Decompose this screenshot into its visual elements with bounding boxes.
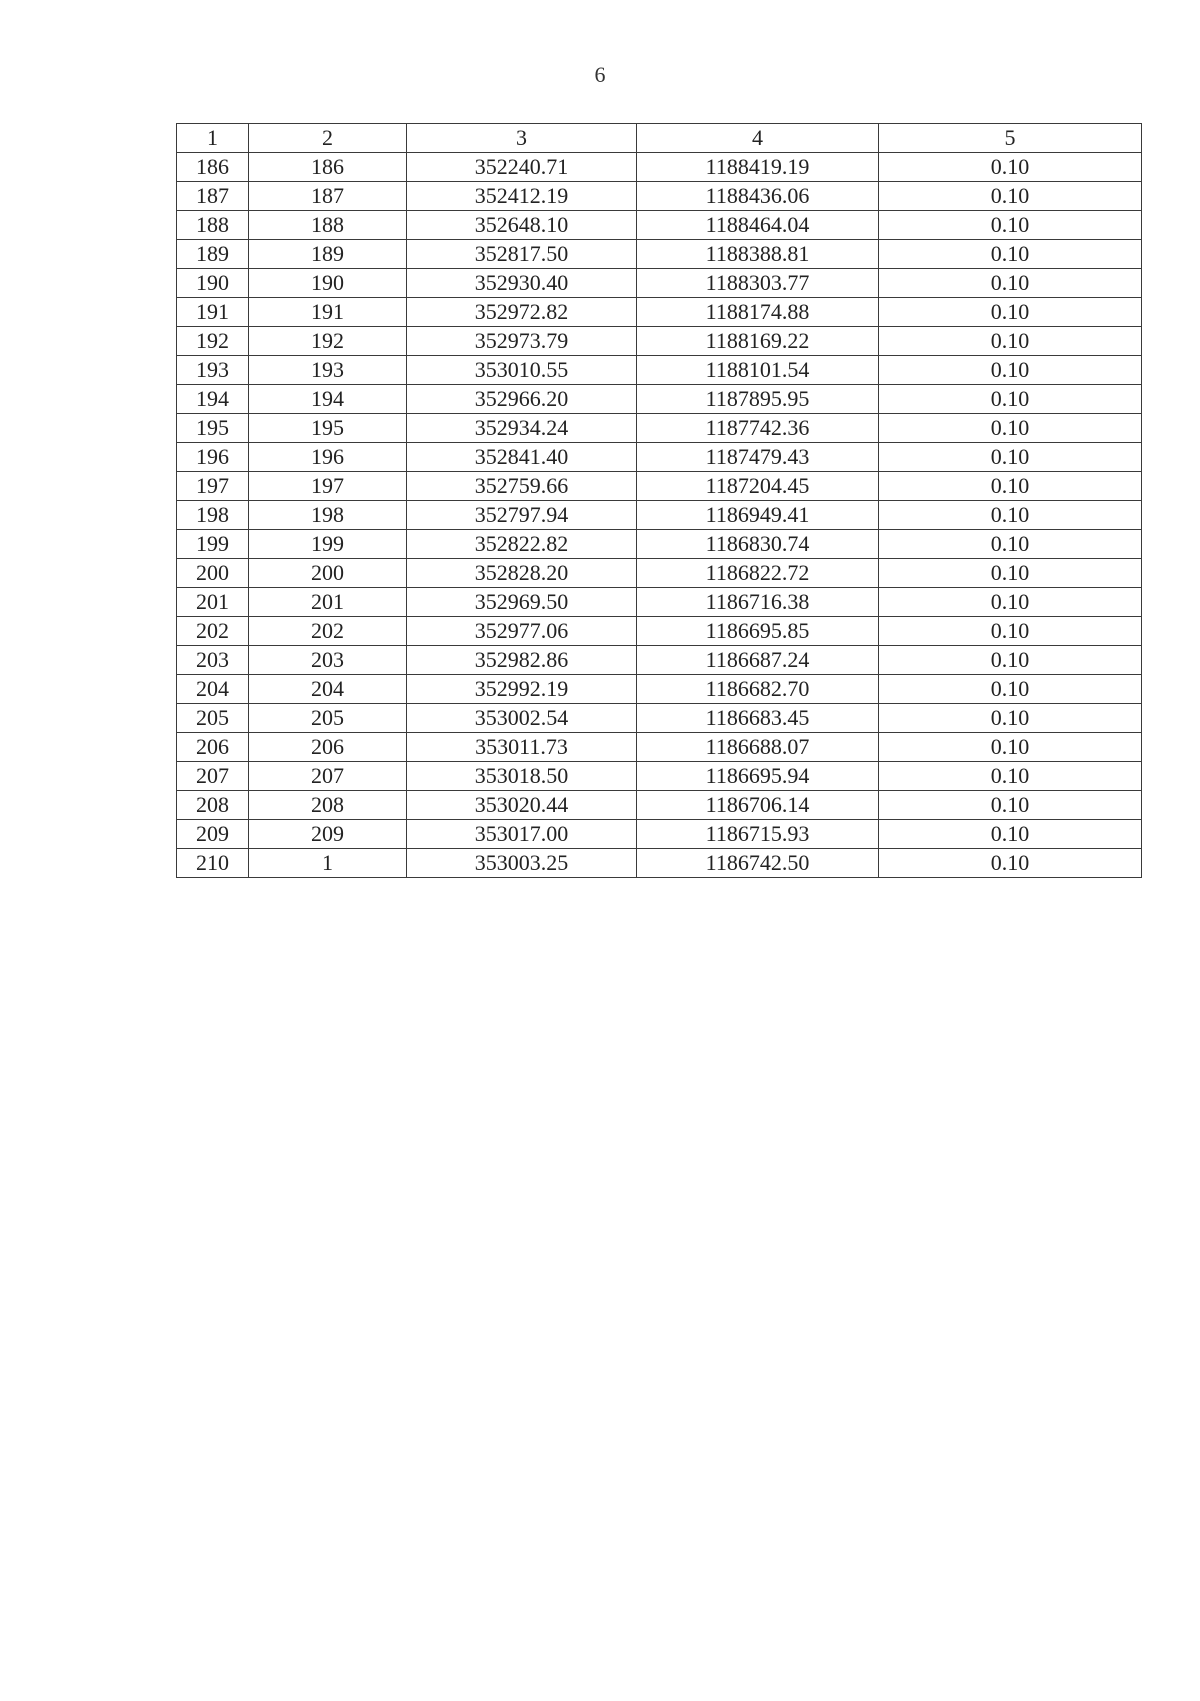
table-cell: 352992.19: [407, 675, 637, 704]
table-cell: 206: [177, 733, 249, 762]
table-cell: 190: [249, 269, 407, 298]
table-cell: 353010.55: [407, 356, 637, 385]
table-cell: 1186822.72: [637, 559, 879, 588]
table-cell: 352797.94: [407, 501, 637, 530]
table-cell: 352969.50: [407, 588, 637, 617]
table-cell: 0.10: [879, 211, 1142, 240]
table-cell: 352966.20: [407, 385, 637, 414]
table-cell: 1186683.45: [637, 704, 879, 733]
table-cell: 187: [177, 182, 249, 211]
table-cell: 1186716.38: [637, 588, 879, 617]
table-row: [177, 240, 1142, 269]
table-cell: 352841.40: [407, 443, 637, 472]
table-cell: 191: [249, 298, 407, 327]
table-cell: 1186688.07: [637, 733, 879, 762]
coordinates-table: [176, 123, 1142, 878]
table-cell: 0.10: [879, 153, 1142, 182]
table-cell: 1186715.93: [637, 820, 879, 849]
table-row: [177, 153, 1142, 182]
table-cell: 0.10: [879, 327, 1142, 356]
table-row: [177, 646, 1142, 675]
table-cell: 1188169.22: [637, 327, 879, 356]
table-cell: 209: [249, 820, 407, 849]
table-cell: 1187204.45: [637, 472, 879, 501]
table-cell: 205: [177, 704, 249, 733]
table-cell: 187: [249, 182, 407, 211]
header-cell: 4: [637, 124, 879, 153]
table-cell: 352972.82: [407, 298, 637, 327]
table-row: [177, 704, 1142, 733]
table-cell: 353017.00: [407, 820, 637, 849]
table-cell: 0.10: [879, 646, 1142, 675]
table-cell: 1188464.04: [637, 211, 879, 240]
table-cell: 209: [177, 820, 249, 849]
table-row: [177, 617, 1142, 646]
table-row: [177, 820, 1142, 849]
header-cell: 5: [879, 124, 1142, 153]
table-cell: 1188303.77: [637, 269, 879, 298]
table-cell: 207: [249, 762, 407, 791]
table-row: [177, 385, 1142, 414]
table-row: [177, 472, 1142, 501]
table-cell: 0.10: [879, 530, 1142, 559]
table-cell: 188: [249, 211, 407, 240]
table-cell: 353003.25: [407, 849, 637, 878]
table-cell: 1186695.94: [637, 762, 879, 791]
table-cell: 208: [249, 791, 407, 820]
table-cell: 201: [249, 588, 407, 617]
table-header-row: [177, 124, 1142, 153]
table-cell: 205: [249, 704, 407, 733]
header-cell: 2: [249, 124, 407, 153]
table-cell: 1187895.95: [637, 385, 879, 414]
table-cell: 197: [177, 472, 249, 501]
table-cell: 1186830.74: [637, 530, 879, 559]
table-cell: 0.10: [879, 762, 1142, 791]
table-row: [177, 269, 1142, 298]
table-cell: 195: [177, 414, 249, 443]
table-cell: 206: [249, 733, 407, 762]
table-row: [177, 530, 1142, 559]
table-cell: 0.10: [879, 704, 1142, 733]
table-cell: 1187479.43: [637, 443, 879, 472]
table-cell: 189: [249, 240, 407, 269]
table-cell: 353020.44: [407, 791, 637, 820]
table-cell: 0.10: [879, 385, 1142, 414]
table-cell: 1186682.70: [637, 675, 879, 704]
table-row: [177, 849, 1142, 878]
table-cell: 352759.66: [407, 472, 637, 501]
table-cell: 0.10: [879, 675, 1142, 704]
table-cell: 186: [249, 153, 407, 182]
table-row: [177, 675, 1142, 704]
table-cell: 0.10: [879, 559, 1142, 588]
table-cell: 352934.24: [407, 414, 637, 443]
table-cell: 352982.86: [407, 646, 637, 675]
header-cell: 1: [177, 124, 249, 153]
table-row: [177, 443, 1142, 472]
table-cell: 352973.79: [407, 327, 637, 356]
table-cell: 1186949.41: [637, 501, 879, 530]
header-cell: 3: [407, 124, 637, 153]
table-cell: 352828.20: [407, 559, 637, 588]
table-cell: 1187742.36: [637, 414, 879, 443]
table-cell: 204: [177, 675, 249, 704]
table-cell: 208: [177, 791, 249, 820]
table-cell: 186: [177, 153, 249, 182]
table-cell: 1188388.81: [637, 240, 879, 269]
table-cell: 0.10: [879, 414, 1142, 443]
table-cell: 0.10: [879, 182, 1142, 211]
table-cell: 0.10: [879, 617, 1142, 646]
table-cell: 1188436.06: [637, 182, 879, 211]
table-cell: 190: [177, 269, 249, 298]
table-cell: 1186706.14: [637, 791, 879, 820]
table-cell: 352412.19: [407, 182, 637, 211]
table-cell: 202: [249, 617, 407, 646]
table-cell: 194: [177, 385, 249, 414]
table-cell: 352240.71: [407, 153, 637, 182]
table-cell: 196: [177, 443, 249, 472]
table-row: [177, 298, 1142, 327]
table-cell: 352817.50: [407, 240, 637, 269]
table-cell: 204: [249, 675, 407, 704]
table-cell: 0.10: [879, 588, 1142, 617]
table-cell: 200: [249, 559, 407, 588]
table-row: [177, 182, 1142, 211]
table-cell: 193: [249, 356, 407, 385]
table-cell: 1188174.88: [637, 298, 879, 327]
table-row: [177, 588, 1142, 617]
table-cell: 199: [177, 530, 249, 559]
table-cell: 189: [177, 240, 249, 269]
table-cell: 1188101.54: [637, 356, 879, 385]
table-cell: 353002.54: [407, 704, 637, 733]
table-cell: 0.10: [879, 501, 1142, 530]
table-cell: 352930.40: [407, 269, 637, 298]
table-cell: 198: [249, 501, 407, 530]
table-cell: 0.10: [879, 791, 1142, 820]
table-cell: 207: [177, 762, 249, 791]
table-cell: 203: [249, 646, 407, 675]
table-cell: 203: [177, 646, 249, 675]
table-body: [177, 124, 1142, 878]
table-cell: 201: [177, 588, 249, 617]
table-cell: 0.10: [879, 849, 1142, 878]
table-cell: 0.10: [879, 443, 1142, 472]
table-cell: 199: [249, 530, 407, 559]
table-cell: 1186687.24: [637, 646, 879, 675]
table-cell: 0.10: [879, 820, 1142, 849]
table-row: [177, 791, 1142, 820]
table-row: [177, 211, 1142, 240]
table-cell: 352822.82: [407, 530, 637, 559]
page-number: 6: [594, 62, 606, 87]
table-row: [177, 501, 1142, 530]
table-cell: 1186742.50: [637, 849, 879, 878]
table-cell: 352648.10: [407, 211, 637, 240]
table-row: [177, 356, 1142, 385]
table-cell: 197: [249, 472, 407, 501]
table-cell: 0.10: [879, 472, 1142, 501]
table-cell: 191: [177, 298, 249, 327]
table-cell: 1186695.85: [637, 617, 879, 646]
table-row: [177, 414, 1142, 443]
table-cell: 193: [177, 356, 249, 385]
table-cell: 192: [249, 327, 407, 356]
table-row: [177, 559, 1142, 588]
table-cell: 195: [249, 414, 407, 443]
table-cell: 200: [177, 559, 249, 588]
table-cell: 188: [177, 211, 249, 240]
table-cell: 202: [177, 617, 249, 646]
table-cell: 198: [177, 501, 249, 530]
table-cell: 1188419.19: [637, 153, 879, 182]
table-cell: 1: [249, 849, 407, 878]
table-cell: 0.10: [879, 269, 1142, 298]
table-row: [177, 733, 1142, 762]
table-row: [177, 762, 1142, 791]
table-cell: 353011.73: [407, 733, 637, 762]
table-cell: 0.10: [879, 240, 1142, 269]
table-cell: 194: [249, 385, 407, 414]
table-cell: 0.10: [879, 298, 1142, 327]
table-cell: 0.10: [879, 733, 1142, 762]
table-cell: 196: [249, 443, 407, 472]
table-row: [177, 327, 1142, 356]
table-cell: 352977.06: [407, 617, 637, 646]
table-cell: 210: [177, 849, 249, 878]
table-cell: 353018.50: [407, 762, 637, 791]
table-cell: 192: [177, 327, 249, 356]
table-cell: 0.10: [879, 356, 1142, 385]
